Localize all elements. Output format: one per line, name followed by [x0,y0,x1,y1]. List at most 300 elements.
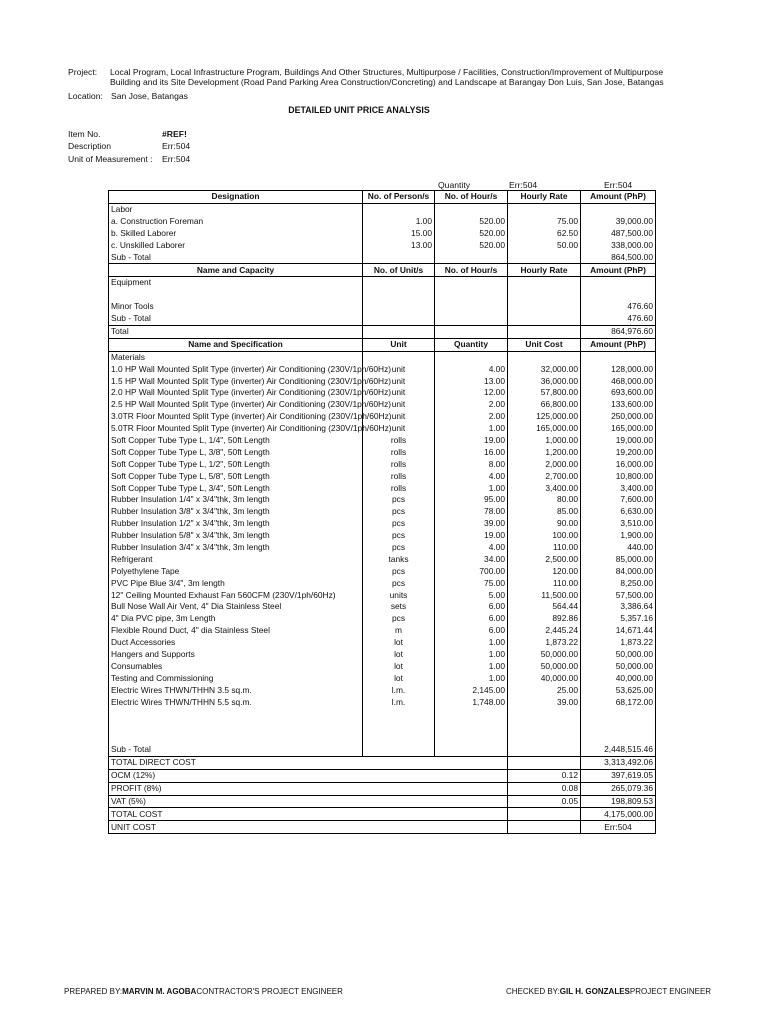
value-cell: 165,000.00 [508,423,581,435]
value-cell: 3,400.00 [581,482,656,494]
cell [508,313,581,325]
value-cell: 1.00 [435,649,508,661]
cell [508,744,581,756]
cell [508,251,581,263]
value-cell: 3,386.64 [581,601,656,613]
item-no-label: Item No. [68,129,101,139]
item-name: 4" Dia PVC pipe, 3m Length [109,613,363,625]
value-cell: 16.00 [435,447,508,459]
value-cell: 440.00 [581,542,656,554]
cell [508,732,581,744]
value-cell: tanks [363,554,435,566]
amount-header: Amount (PhP) [581,191,656,204]
item-name: Electric Wires THWN/THHN 3.5 sq.m. [109,685,363,697]
value-cell: unit [363,411,435,423]
item-name: Minor Tools [109,301,363,313]
value-cell: 25.00 [508,685,581,697]
prepared-label: PREPARED BY: [64,987,123,996]
value-cell: l.m. [363,685,435,697]
value-cell: 50,000.00 [581,649,656,661]
value-cell: 5.00 [435,589,508,601]
blank-row [109,732,656,744]
value-cell: lot [363,661,435,673]
value-cell: 84,000.00 [581,566,656,578]
value-cell: 78.00 [435,506,508,518]
value-cell: 85.00 [508,506,581,518]
value-cell: 7,600.00 [581,494,656,506]
table-row [109,228,656,240]
value-cell: 11,500.00 [508,589,581,601]
value-cell: 1.00 [363,216,435,228]
value-cell: 57,500.00 [581,589,656,601]
table-row [109,637,656,649]
item-name: Hangers and Supports [109,649,363,661]
value-cell: rolls [363,447,435,459]
item-name: 5.0TR Floor Mounted Split Type (inverter) Air Conditioning (230V/1ph/60Hz) [109,423,363,435]
value-cell: 6,630.00 [581,506,656,518]
value-cell: 75.00 [508,216,581,228]
value-cell: 57,800.00 [508,387,581,399]
total-value: 864,976.60 [581,325,656,338]
value-cell: 4.00 [435,542,508,554]
table-row [109,530,656,542]
value-cell: 100.00 [508,530,581,542]
quantity-amount: Err:504 [604,180,633,190]
value-cell: 1.00 [435,661,508,673]
cell [581,720,656,732]
col-2-header: Unit [363,338,435,351]
table-row [109,601,656,613]
value-cell: 8,250.00 [581,578,656,590]
item-name: Rubber Insulation 1/2" x 3/4"thk, 3m length [109,518,363,530]
col-4-header: Hourly Rate [508,191,581,204]
checked-name: GIL H. GONZALES [559,987,630,996]
subtotal-value: 864,500.00 [581,251,656,263]
value-cell: 1.00 [435,637,508,649]
summary-value: 3,313,492.06 [581,756,656,769]
prepared-name: MARVIN M. AGOBA [122,987,197,996]
item-name: a. Construction Foreman [109,216,363,228]
cell [363,708,435,720]
item-name: Polyethylene Tape [109,566,363,578]
cell [435,313,508,325]
cell [435,301,508,313]
value-cell: 6.00 [435,601,508,613]
summary-value: 397,619.05 [581,769,656,782]
summary-label: PROFIT (8%) [109,782,508,795]
value-cell: 19,200.00 [581,447,656,459]
profit-row [109,782,656,795]
value-cell: 39.00 [508,696,581,708]
summary-label: VAT (5%) [109,795,508,808]
cell [363,313,435,325]
item-name: PVC Pipe Blue 3/4", 3m length [109,578,363,590]
col-2-header: No. of Unit/s [363,264,435,277]
table-row [109,506,656,518]
value-cell: 700.00 [435,566,508,578]
table-row [109,649,656,661]
description-value: Err:504 [162,141,191,151]
item-name: Soft Copper Tube Type L, 3/4", 50ft Length [109,482,363,494]
value-cell: 892.86 [508,613,581,625]
prepared-by [64,987,343,996]
cell [363,289,435,301]
unit-price-table [108,190,656,834]
value-cell: 4.00 [435,470,508,482]
cell [435,251,508,263]
table-row [109,613,656,625]
value-cell: 564.44 [508,601,581,613]
col-4-header: Hourly Rate [508,264,581,277]
value-cell: 40,000.00 [508,673,581,685]
value-cell: 128,000.00 [581,363,656,375]
table-row [109,240,656,252]
value-cell: unit [363,363,435,375]
value-cell: pcs [363,494,435,506]
unit-cost-row [109,821,656,834]
item-name: 3.0TR Floor Mounted Split Type (inverter) Air Conditioning (230V/1ph/60Hz) [109,411,363,423]
item-name: 2.5 HP Wall Mounted Split Type (inverter) Air Conditioning (230V/1ph/60Hz) [109,399,363,411]
item-name: 2.0 HP Wall Mounted Split Type (inverter) Air Conditioning (230V/1ph/60Hz) [109,387,363,399]
value-cell: 13.00 [363,240,435,252]
cell [508,203,581,215]
value-cell: 2,500.00 [508,554,581,566]
table-row [109,518,656,530]
value-cell: rolls [363,470,435,482]
item-name: Rubber Insulation 3/4" x 3/4"thk, 3m length [109,542,363,554]
summary-rate [508,756,581,769]
cell [435,289,508,301]
amount-header: Amount (PhP) [581,338,656,351]
value-cell: 1,900.00 [581,530,656,542]
location-value: San Jose, Batangas [111,91,188,101]
value-cell: 1,748.00 [435,696,508,708]
quantity-label: Quantity [438,180,471,190]
value-cell: 133,600.00 [581,399,656,411]
value-cell: pcs [363,530,435,542]
item-name: Rubber Insulation 1/4" x 3/4"thk, 3m length [109,494,363,506]
value-cell: 80.00 [508,494,581,506]
cell [508,708,581,720]
section-row [109,351,656,363]
value-cell: 125,000.00 [508,411,581,423]
cell [581,277,656,289]
value-cell: 1,200.00 [508,447,581,459]
value-cell: 68,172.00 [581,696,656,708]
summary-label: TOTAL COST [109,808,508,821]
value-cell: 110.00 [508,542,581,554]
summary-rate [508,808,581,821]
cell [508,289,581,301]
value-cell: lot [363,649,435,661]
summary-rate: 0.05 [508,795,581,808]
cell [508,325,581,338]
value-cell: 6.00 [435,613,508,625]
table-row [109,578,656,590]
subtotal-value: 2,448,515.46 [581,744,656,756]
table-row [109,435,656,447]
item-name: Refrigerant [109,554,363,566]
col-2-header: No. of Person/s [363,191,435,204]
table-row [109,363,656,375]
value-cell: rolls [363,459,435,471]
table-row [109,482,656,494]
value-cell: 50,000.00 [508,649,581,661]
table-row [109,399,656,411]
item-name: Soft Copper Tube Type L, 3/8", 50ft Length [109,447,363,459]
blank-row [109,289,656,301]
value-cell: 36,000.00 [508,375,581,387]
value-cell: unit [363,387,435,399]
summary-label: TOTAL DIRECT COST [109,756,508,769]
total-label: Total [109,325,363,338]
checked-label: CHECKED BY: [506,987,560,996]
value-cell: unit [363,399,435,411]
value-cell: 3,400.00 [508,482,581,494]
cell [435,732,508,744]
value-cell: 14,671.44 [581,625,656,637]
table-row [109,554,656,566]
blank-row [109,708,656,720]
item-name: 12" Ceiling Mounted Exhaust Fan 560CFM (230V/1ph/60Hz) [109,589,363,601]
summary-label: OCM (12%) [109,769,508,782]
value-cell: 3,510.00 [581,518,656,530]
value-cell: pcs [363,542,435,554]
value-cell: unit [363,375,435,387]
section-label: Materials [109,351,363,363]
location-label: Location: [68,91,103,101]
value-cell: 50,000.00 [581,661,656,673]
item-name: Soft Copper Tube Type L, 1/4", 50ft Length [109,435,363,447]
cell [508,277,581,289]
table-row [109,494,656,506]
value-cell: pcs [363,506,435,518]
checked-title: PROJECT ENGINEER [629,987,712,996]
cell [435,203,508,215]
cell [109,720,363,732]
table-row [109,423,656,435]
item-name: 1.5 HP Wall Mounted Split Type (inverter) Air Conditioning (230V/1ph/60Hz) [109,375,363,387]
value-cell: 12.00 [435,387,508,399]
cell [363,744,435,756]
col-3-header: No. of Hour/s [435,264,508,277]
table-row [109,301,656,313]
description-label: Description [68,141,111,151]
value-cell: 15.00 [363,228,435,240]
table-row [109,696,656,708]
value-cell: 19.00 [435,435,508,447]
project-description: Local Program, Local Infrastructure Program, Buildings And Other Structures, Multipurpose / Facilities, Construction/Improvement of Multipurpose Building and its Site Development (Road Pand Parking Area Construction/Concreting) and Landscape at Barangay Don Luis, San Jose, Batangas [110,67,664,87]
prepared-title: CONTRACTOR'S PROJECT ENGINEER [196,987,343,996]
section-row [109,203,656,215]
item-name: Consumables [109,661,363,673]
table-row [109,566,656,578]
cell [109,732,363,744]
value-cell: pcs [363,566,435,578]
cell [363,351,435,363]
summary-label: UNIT COST [109,821,508,834]
cell [581,203,656,215]
value-cell: 50,000.00 [508,661,581,673]
value-cell: lot [363,673,435,685]
value-cell: m [363,625,435,637]
cell [581,289,656,301]
value-cell: 53,625.00 [581,685,656,697]
cell [435,351,508,363]
item-name: Flexible Round Duct, 4" dia Stainless Steel [109,625,363,637]
ocm-row [109,769,656,782]
value-cell: l.m. [363,696,435,708]
cell [435,720,508,732]
value-cell: 165,000.00 [581,423,656,435]
value-cell: 34.00 [435,554,508,566]
subtotal-row [109,313,656,325]
cell [508,301,581,313]
cell [435,277,508,289]
value-cell: 2.00 [435,411,508,423]
value-cell: 520.00 [435,240,508,252]
value-cell: sets [363,601,435,613]
cell [363,277,435,289]
value-cell: 39,000.00 [581,216,656,228]
value-cell: pcs [363,518,435,530]
item-name: Rubber Insulation 3/8" x 3/4"thk, 3m length [109,506,363,518]
value-cell: 19.00 [435,530,508,542]
table-row [109,661,656,673]
value-cell: 19,000.00 [581,435,656,447]
col-name-header: Name and Specification [109,338,363,351]
header-row [109,264,656,277]
value-cell: 39.00 [435,518,508,530]
value-cell: 6.00 [435,625,508,637]
value-cell: 40,000.00 [581,673,656,685]
summary-value: 4,175,000.00 [581,808,656,821]
value-cell: 16,000.00 [581,459,656,471]
item-name: Duct Accessories [109,637,363,649]
value-cell: 75.00 [435,578,508,590]
subtotal-row [109,251,656,263]
table-row [109,470,656,482]
value-cell: 338,000.00 [581,240,656,252]
cell [581,732,656,744]
subtotal-value: 476.60 [581,313,656,325]
item-name: Testing and Commissioning [109,673,363,685]
cell [363,251,435,263]
value-cell: 90.00 [508,518,581,530]
value-cell: rolls [363,482,435,494]
col-name-header: Name and Capacity [109,264,363,277]
value-cell: 13.00 [435,375,508,387]
project-label: Project: [68,67,98,77]
item-name: b. Skilled Laborer [109,228,363,240]
amount-header: Amount (PhP) [581,264,656,277]
table-row [109,685,656,697]
value-cell: 1.00 [435,673,508,685]
cell [109,289,363,301]
value-cell: 95.00 [435,494,508,506]
value-cell: 250,000.00 [581,411,656,423]
value-cell: 62.50 [508,228,581,240]
summary-value: 198,809.53 [581,795,656,808]
col-name-header: Designation [109,191,363,204]
uom-value: Err:504 [162,154,191,164]
summary-rate [508,821,581,834]
cell [581,351,656,363]
header-row [109,191,656,204]
value-cell: 85,000.00 [581,554,656,566]
subtotal-label: Sub - Total [109,313,363,325]
section-row [109,277,656,289]
cell [363,203,435,215]
value-cell: 8.00 [435,459,508,471]
value-cell: 2,445.24 [508,625,581,637]
value-cell: 1,000.00 [508,435,581,447]
item-name: Soft Copper Tube Type L, 5/8", 50ft Length [109,470,363,482]
cell [508,351,581,363]
total-row [109,325,656,338]
header-row [109,338,656,351]
value-cell: 476.60 [581,301,656,313]
value-cell: 520.00 [435,216,508,228]
cell [363,301,435,313]
uom-label: Unit of Measurement : [68,154,153,164]
page-title: DETAILED UNIT PRICE ANALYSIS [288,105,430,115]
summary-rate: 0.12 [508,769,581,782]
section-label: Equipment [109,277,363,289]
value-cell: 2.00 [435,399,508,411]
value-cell: 5,357.16 [581,613,656,625]
table-row [109,411,656,423]
cell [109,708,363,720]
value-cell: pcs [363,613,435,625]
value-cell: 50.00 [508,240,581,252]
value-cell: 32,000.00 [508,363,581,375]
table-row [109,216,656,228]
subtotal-label: Sub - Total [109,744,363,756]
item-name: Rubber Insulation 5/8" x 3/4"thk, 3m length [109,530,363,542]
checked-by [506,987,711,996]
cell [435,708,508,720]
cell [363,732,435,744]
total-direct-cost-row [109,756,656,769]
item-name: c. Unskilled Laborer [109,240,363,252]
value-cell: 520.00 [435,228,508,240]
table-row [109,625,656,637]
value-cell: 487,500.00 [581,228,656,240]
table-row [109,447,656,459]
cell [581,708,656,720]
value-cell: 10,800.00 [581,470,656,482]
item-name: Electric Wires THWN/THHN 5.5 sq.m. [109,696,363,708]
item-name: 1.0 HP Wall Mounted Split Type (inverter) Air Conditioning (230V/1ph/60Hz) [109,363,363,375]
table-row [109,387,656,399]
table-row [109,459,656,471]
cell [435,325,508,338]
value-cell: 468,000.00 [581,375,656,387]
item-no-value: #REF! [162,129,187,139]
value-cell: pcs [363,578,435,590]
table-row [109,375,656,387]
value-cell: 66,800.00 [508,399,581,411]
value-cell: units [363,589,435,601]
cell [363,325,435,338]
value-cell: unit [363,423,435,435]
value-cell: 1.00 [435,482,508,494]
cell [508,720,581,732]
total-cost-row [109,808,656,821]
vat-row [109,795,656,808]
value-cell: 693,600.00 [581,387,656,399]
